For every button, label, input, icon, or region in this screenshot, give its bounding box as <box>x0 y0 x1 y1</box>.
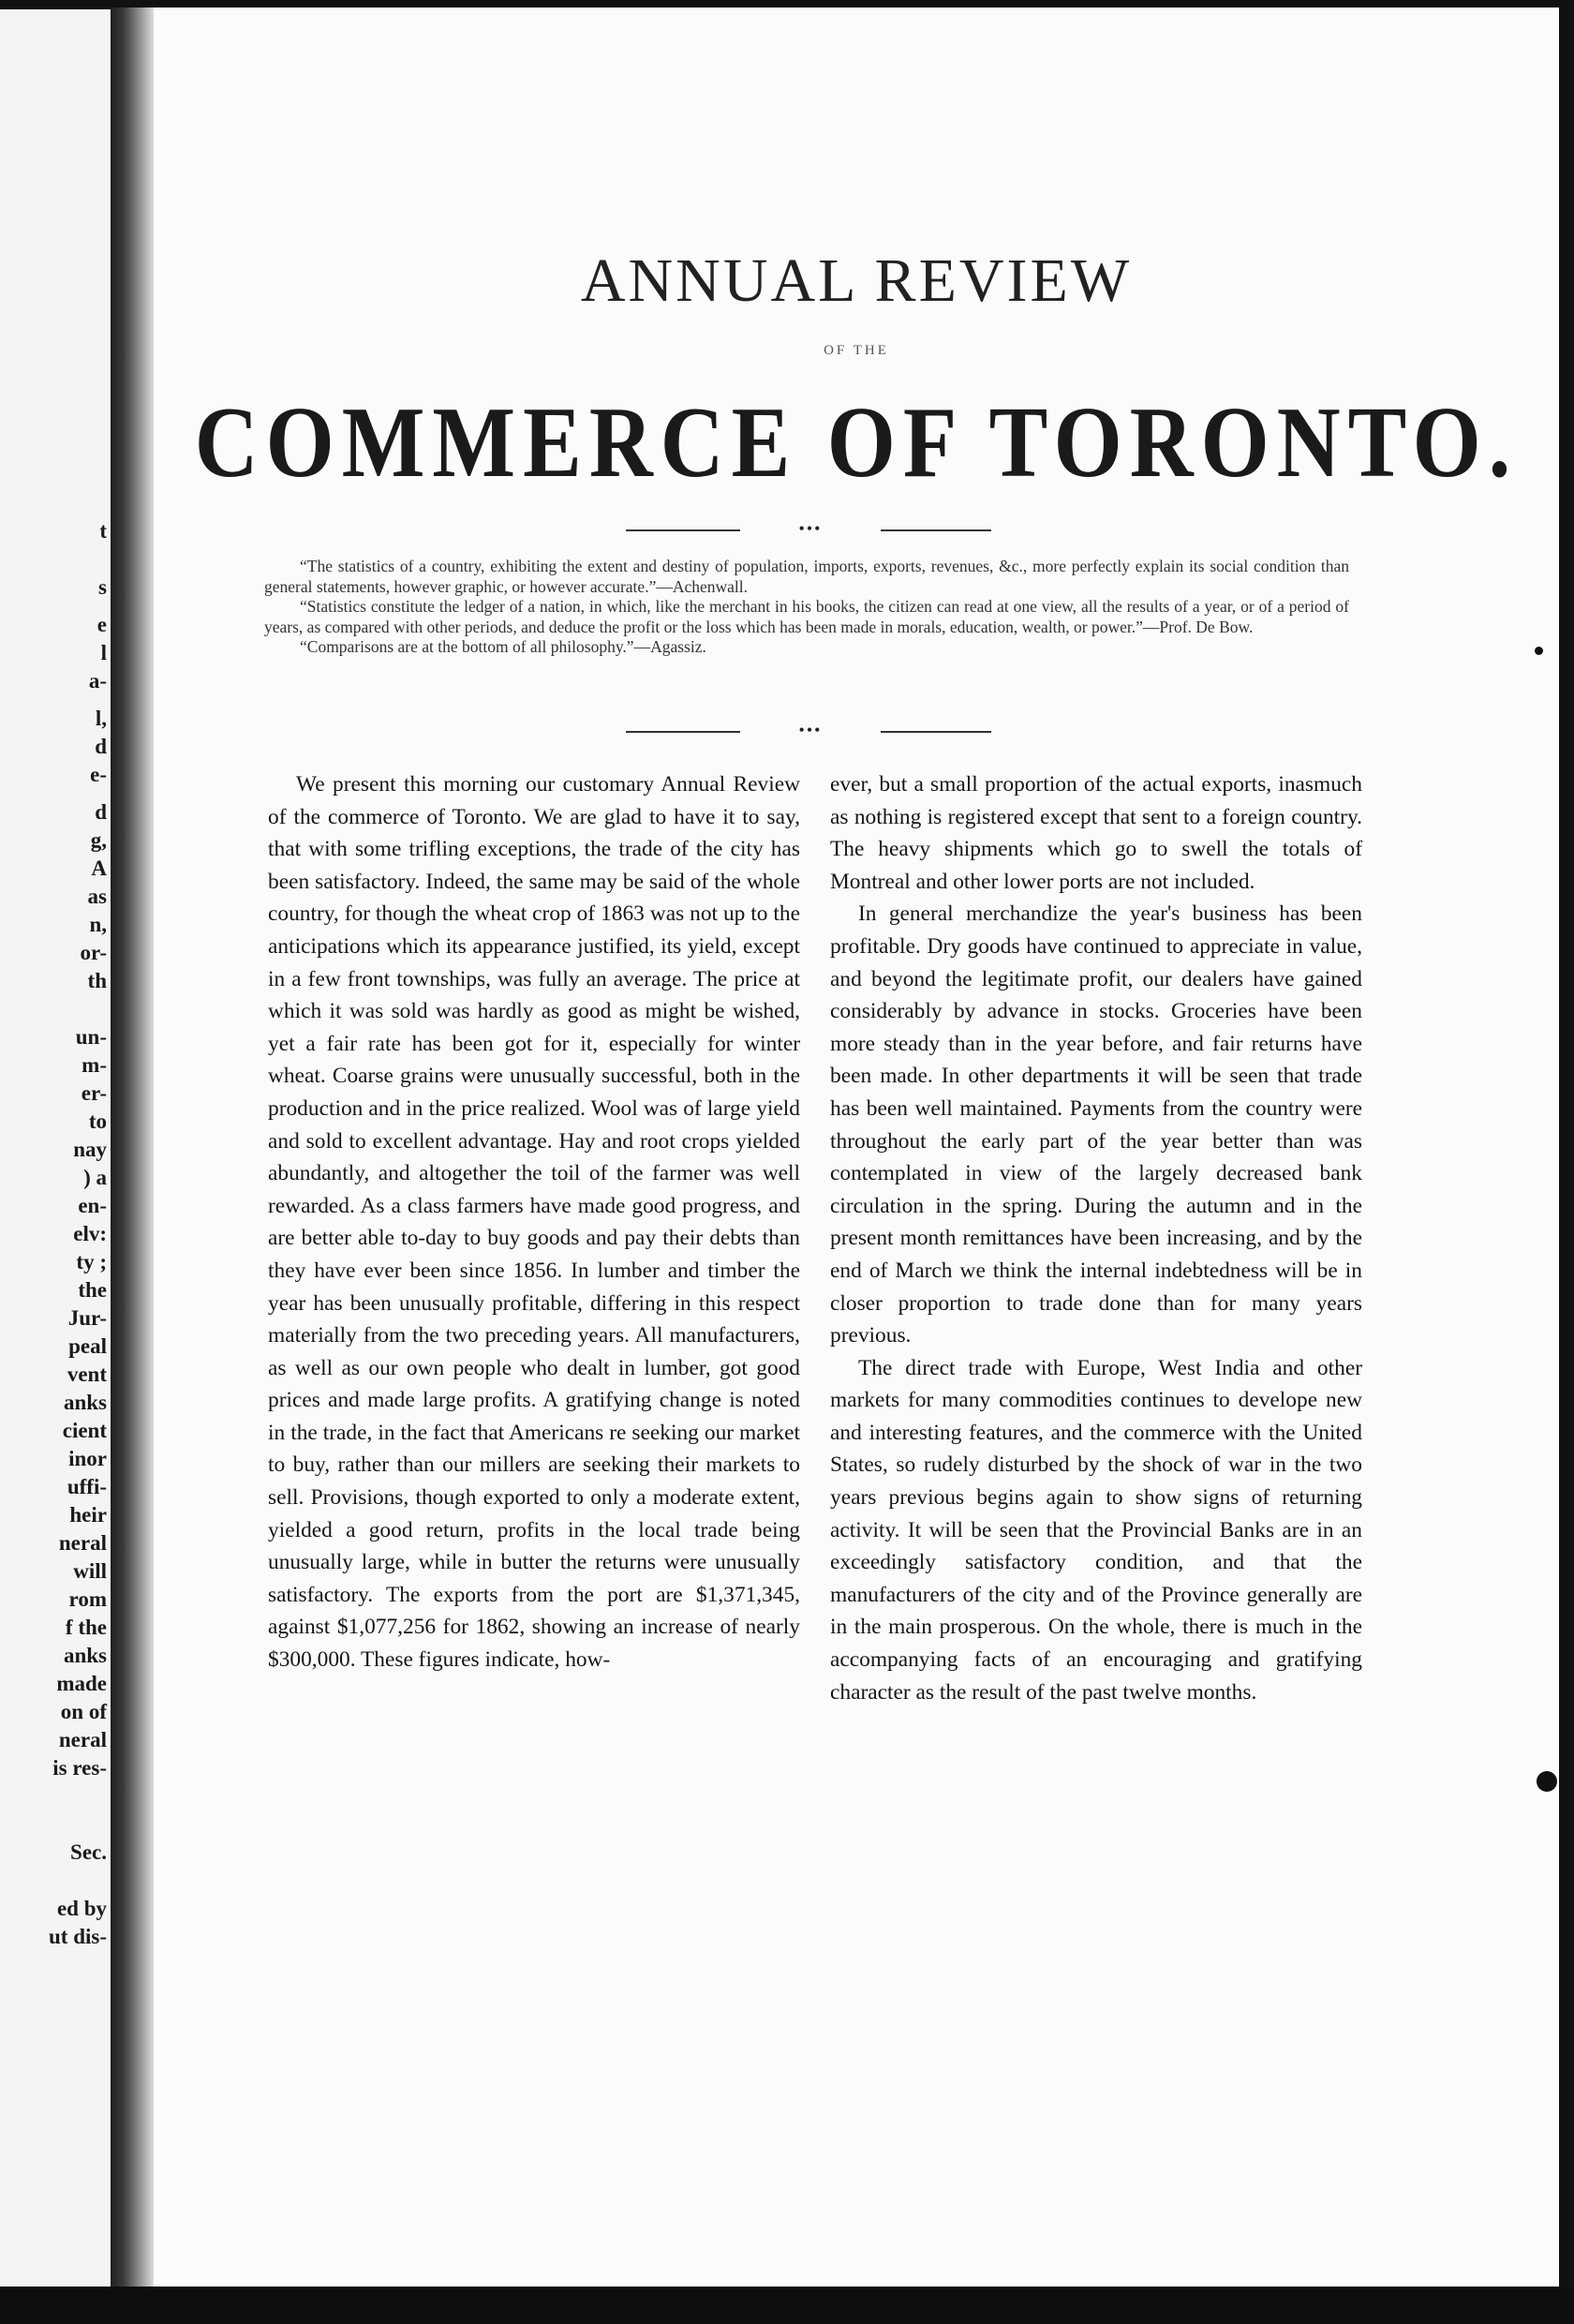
previous-page-fragment: inor <box>68 1447 107 1470</box>
previous-page-fragment: s <box>98 575 107 599</box>
previous-page-fragment: l <box>100 641 107 664</box>
paragraph-direct-trade: The direct trade with Europe, West India and other markets for many commodities continues to develope new and interesting features, and the commerce with the United States, so rudely disturbed by the shock of war in the two years previous begins again to show signs of returning activity. It will be seen that the Provincial Banks are in an exceedingly satisfactory condition, and that the manufacturers of the city and of the Province generally are in the main prosperous. On the whole, there is much in the accompanying facts of an encouraging and gratifying character as the result of the past twelve months. <box>830 1355 1362 1705</box>
rule-ornament-top: ••• <box>740 519 881 538</box>
title-commerce-of-toronto: COMMERCE OF TORONTO. <box>194 386 1519 499</box>
previous-page-fragment: ut dis- <box>49 1925 107 1948</box>
paragraph-continued: ever, but a small proportion of the actual exports, inasmuch as nothing is registered except that sent to a foreign country. The heavy shipments which go to swell the totals of Montreal and other lower ports are not included. <box>830 772 1362 894</box>
previous-page-fragment: ty ; <box>76 1250 107 1274</box>
previous-page-fragment: peal <box>68 1334 107 1358</box>
body-column-left <box>268 768 800 1676</box>
previous-page-fragment: g, <box>90 828 107 852</box>
scan-bottom-edge <box>0 2287 1574 2324</box>
previous-page-fragment: m- <box>82 1053 107 1077</box>
title-of-the: OF THE <box>824 343 889 358</box>
previous-page-fragment: anks <box>63 1391 107 1414</box>
previous-page-text-fragments <box>0 9 111 2287</box>
previous-page-fragment: heir <box>69 1503 107 1527</box>
previous-page-fragment: th <box>87 969 107 992</box>
previous-page-fragment: anks <box>63 1644 107 1667</box>
previous-page-fragment: elv: <box>73 1222 107 1245</box>
previous-page-fragment: will <box>73 1559 107 1583</box>
previous-page-edge <box>0 9 112 2287</box>
previous-page-fragment: t <box>99 519 107 543</box>
previous-page-fragment: ed by <box>56 1897 107 1920</box>
previous-page-fragment: d <box>95 800 107 824</box>
previous-page-fragment: er- <box>81 1081 107 1105</box>
previous-page-fragment: A <box>91 857 107 880</box>
paragraph-intro: We present this morning our customary Annual Review of the commerce of Toronto. We are glad to have it to say, that with some trifling exceptions, the trade of the city has been satisfactory. Indeed, the same may be said of the whole country, for though the wheat crop of 1863 was not up to the anticipations which its appearance justified, its yield, except in a few front townships, was fully an average. The price at which it was sold was hardly as good as might be wished, yet a fair rate has been got for it, especially for winter wheat. Coarse grains were unusually successful, both in the production and in the price realized. Wool was of large yield and sold to excellent advantage. Hay and root crops yielded abundantly, and altogether the toil of the farmer was well rewarded. As a class farmers have made good progress, and are better able to-day to buy goods and pay their debts than they have ever been since 1856. In lumber and timber the year has been unusually profitable, differing in this respect materially from the two preceding years. All manufacturers, as well as our own people who dealt in lumber, got good prices and made large profits. A gratifying change is noted in the trade, in the fact that Americans re seeking our market to buy, rather than our millers are seeking their markets to sell. Provisions, though exported to only a moderate extent, yielded a good return, profits in the local trade being unusually large, while in butter the returns were unusually satisfactory. The exports from the port are $1,371,345, against $1,077,256 for 1862, showing an increase of nearly $300,000. These figures indicate, how- <box>268 772 800 1673</box>
epigraph-quotations <box>264 557 1349 658</box>
previous-page-fragment: d <box>95 735 107 758</box>
previous-page-fragment: e <box>97 613 107 636</box>
epigraph-agassiz: “Comparisons are at the bottom of all philosophy.”—Agassiz. <box>300 637 706 656</box>
previous-page-fragment: to <box>88 1110 107 1133</box>
previous-page-fragment: on of <box>60 1700 107 1723</box>
rule-ornament-bottom: ••• <box>740 721 881 739</box>
previous-page-fragment: en- <box>78 1194 107 1217</box>
previous-page-fragment: uffi- <box>67 1475 107 1498</box>
paragraph-merchandize: In general merchandize the year's business has been profitable. Dry goods have continued to appreciate in value, and beyond the legitimate profit, our dealers have gained considerably by advance in stocks. Groceries have been more steady than in the year before, and fair returns have been made. In other departments it will be seen that trade has been well maintained. Payments from the country were throughout the early part of the year better than was contemplated in view of the largely decreased bank circulation in the spring. During the autumn and in the present month remittances have been increasing, and by the end of March we think the internal indebtedness will be in closer proportion to trade done than for many years previous. <box>830 901 1362 1348</box>
previous-page-fragment: l, <box>95 707 107 730</box>
previous-page-fragment: or- <box>80 941 107 964</box>
previous-page-fragment: f the <box>65 1616 107 1639</box>
body-column-right <box>830 768 1362 1708</box>
previous-page-fragment: as <box>87 885 107 908</box>
previous-page-fragment: n, <box>89 913 107 936</box>
previous-page-fragment: e- <box>90 763 107 786</box>
previous-page-fragment: made <box>56 1672 107 1695</box>
previous-page-fragment: cient <box>62 1419 107 1442</box>
ink-blot <box>1537 1771 1557 1792</box>
epigraph-achenwall: “The statistics of a country, exhibiting the extent and destiny of population, imports, exports, revenues, &c., more perfectly explain its social condition than general statements, however graphic, or however accurate.”—Achenwall. <box>264 557 1349 596</box>
title-annual-review: ANNUAL REVIEW <box>580 246 1133 315</box>
epigraph-de-bow: “Statistics constitute the ledger of a nation, in which, like the merchant in his books, the citizen can read at one view, all the results of a year, or of a period of years, as compared with other periods, and deduce the profit or the loss which has been made in morals, education, wealth, or power.”—Prof. De Bow. <box>264 597 1349 636</box>
previous-page-fragment: Jur- <box>67 1306 107 1330</box>
previous-page-fragment: vent <box>67 1363 107 1386</box>
book-gutter-shadow <box>111 7 154 2294</box>
previous-page-fragment: neral <box>58 1728 107 1751</box>
previous-page-fragment: the <box>78 1278 107 1302</box>
previous-page-fragment: a- <box>88 669 107 693</box>
ink-speck <box>1535 647 1543 655</box>
previous-page-fragment: is res- <box>52 1756 107 1780</box>
previous-page-fragment: nay <box>73 1138 107 1161</box>
previous-page-fragment: ) a <box>83 1166 107 1189</box>
previous-page-fragment: neral <box>58 1531 107 1555</box>
previous-page-fragment: rom <box>68 1587 107 1611</box>
previous-page-fragment: un- <box>75 1025 107 1049</box>
previous-page-fragment: Sec. <box>70 1840 107 1864</box>
